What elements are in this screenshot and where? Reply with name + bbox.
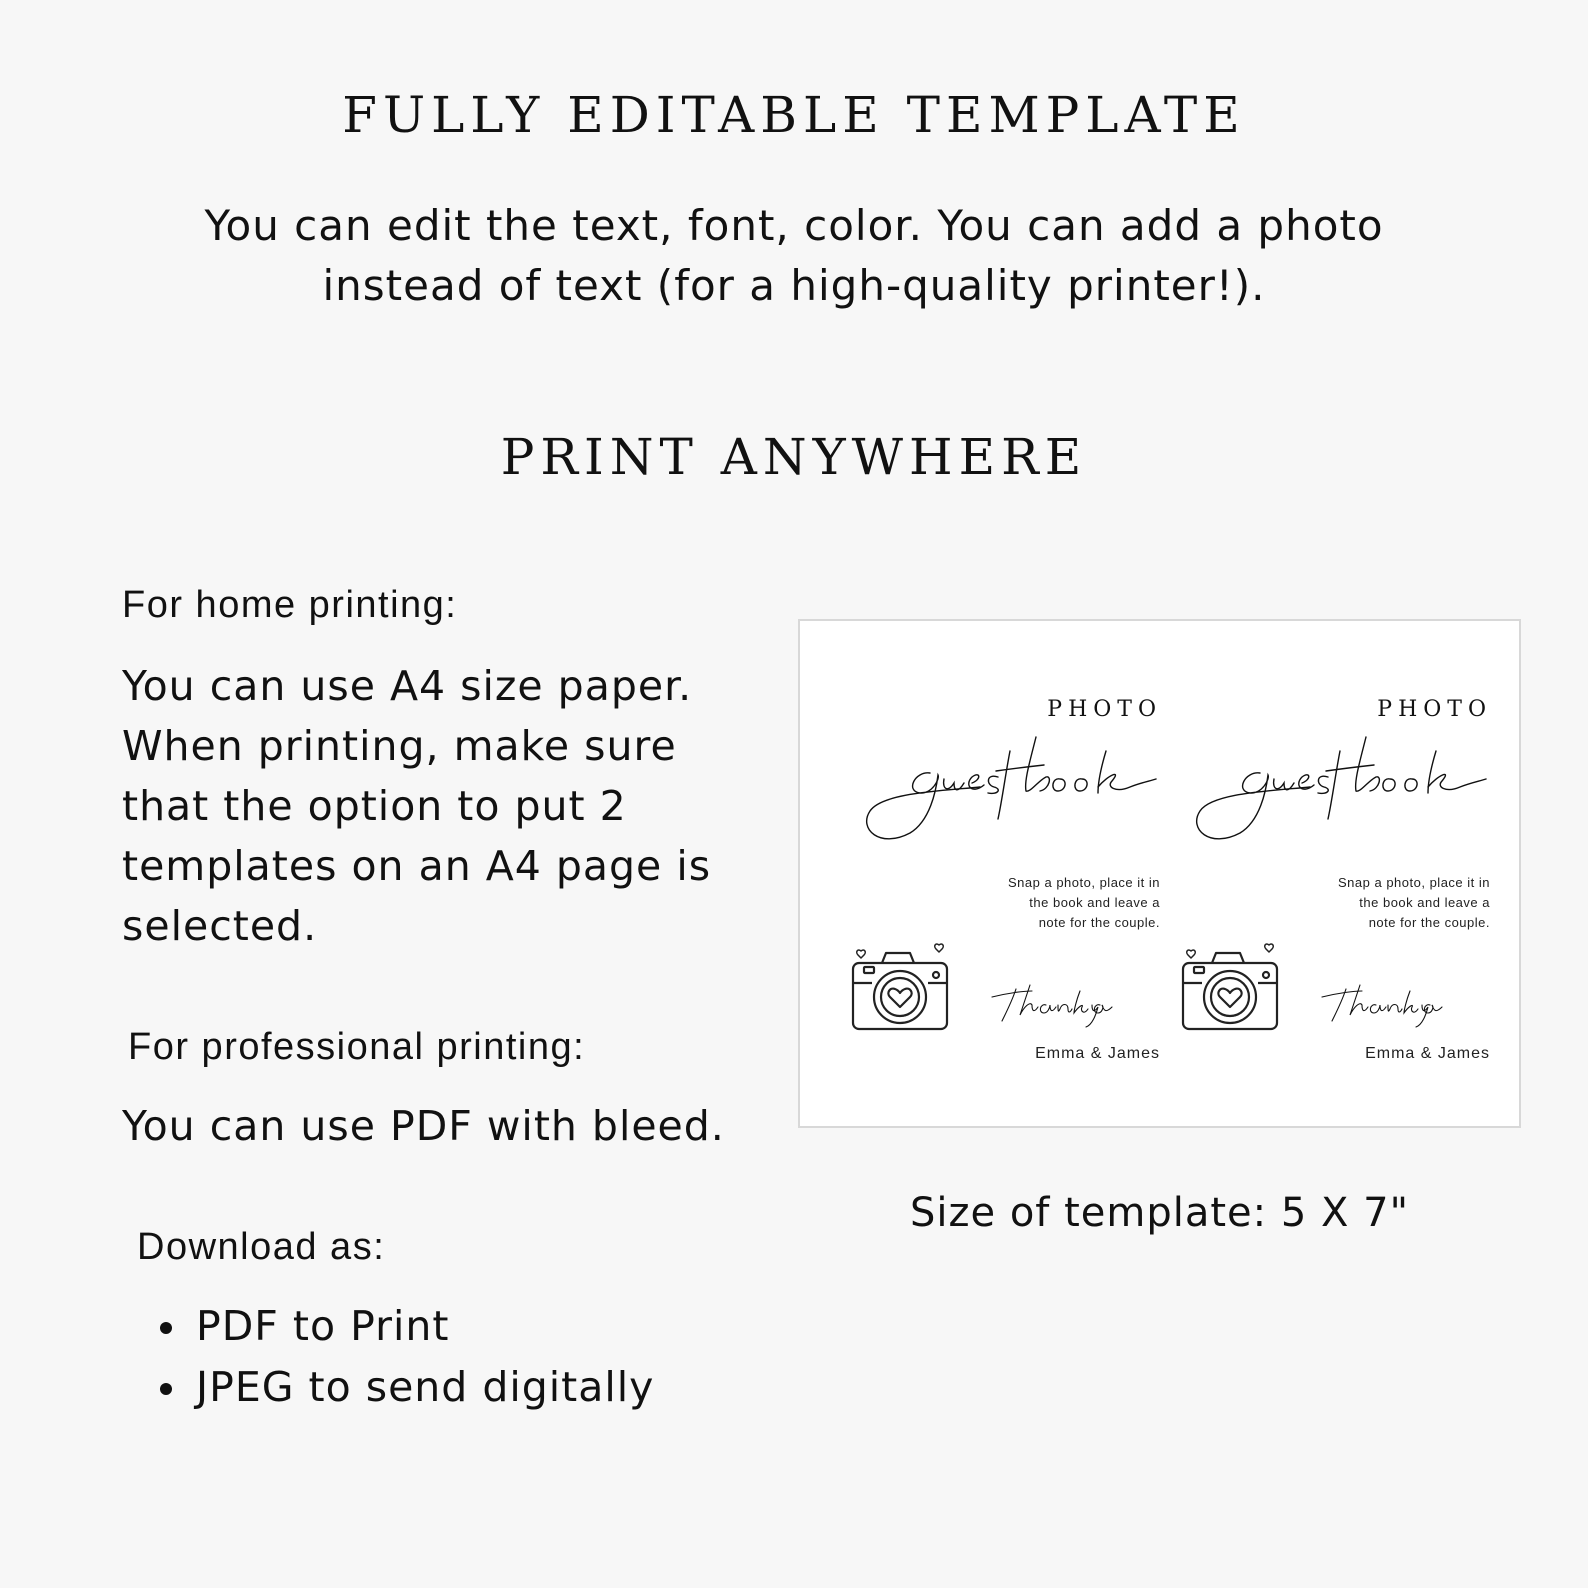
card-description-line: the book and leave a: [1029, 895, 1160, 910]
card-description-line: note for the couple.: [1038, 915, 1160, 930]
print-title: PRINT ANYWHERE: [500, 428, 1088, 486]
template-preview: [798, 619, 1521, 1128]
card-description-line: note for the couple.: [1368, 915, 1490, 930]
card-photo-label: PHOTO: [1377, 697, 1492, 722]
professional-printing-text: You can use PDF with bleed.: [122, 1102, 725, 1150]
home-printing-label: For home printing:: [122, 584, 458, 626]
card-description-line: Snap a photo, place it in: [1338, 875, 1490, 890]
template-card: [1180, 621, 1510, 1126]
template-size-caption: Size of template: 5 X 7": [910, 1190, 1409, 1236]
download-option-pdf: PDF to Print: [160, 1296, 654, 1357]
subtitle-line-2: instead of text (for a high-quality printer!).: [322, 261, 1266, 310]
home-printing-text: You can use A4 size paper. When printing, make sure that the option to put 2 templates on an A4 page is selected.: [122, 662, 712, 950]
download-label: Download as:: [137, 1226, 386, 1268]
camera-heart-icon: [850, 943, 960, 1033]
card-description-line: Snap a photo, place it in: [1008, 875, 1160, 890]
download-options-list: [160, 1296, 654, 1418]
camera-heart-icon: [1180, 943, 1290, 1033]
card-names: Emma & James: [1365, 1045, 1490, 1062]
card-photo-label: PHOTO: [1047, 697, 1162, 722]
subtitle: [0, 196, 1588, 316]
professional-printing-label: For professional printing:: [128, 1026, 586, 1068]
template-card: [850, 621, 1180, 1126]
thank-you-script-icon: [988, 981, 1118, 1031]
download-option-jpeg: JPEG to send digitally: [160, 1357, 654, 1418]
card-names: Emma & James: [1035, 1045, 1160, 1062]
guestbook-script-icon: [860, 731, 1160, 851]
main-title: FULLY EDITABLE TEMPLATE: [342, 86, 1246, 144]
guestbook-script-icon: [1190, 731, 1490, 851]
subtitle-line-1: You can edit the text, font, color. You can add a photo: [204, 201, 1384, 250]
thank-you-script-icon: [1318, 981, 1448, 1031]
card-description: [1290, 873, 1490, 933]
card-description: [960, 873, 1160, 933]
card-description-line: the book and leave a: [1359, 895, 1490, 910]
